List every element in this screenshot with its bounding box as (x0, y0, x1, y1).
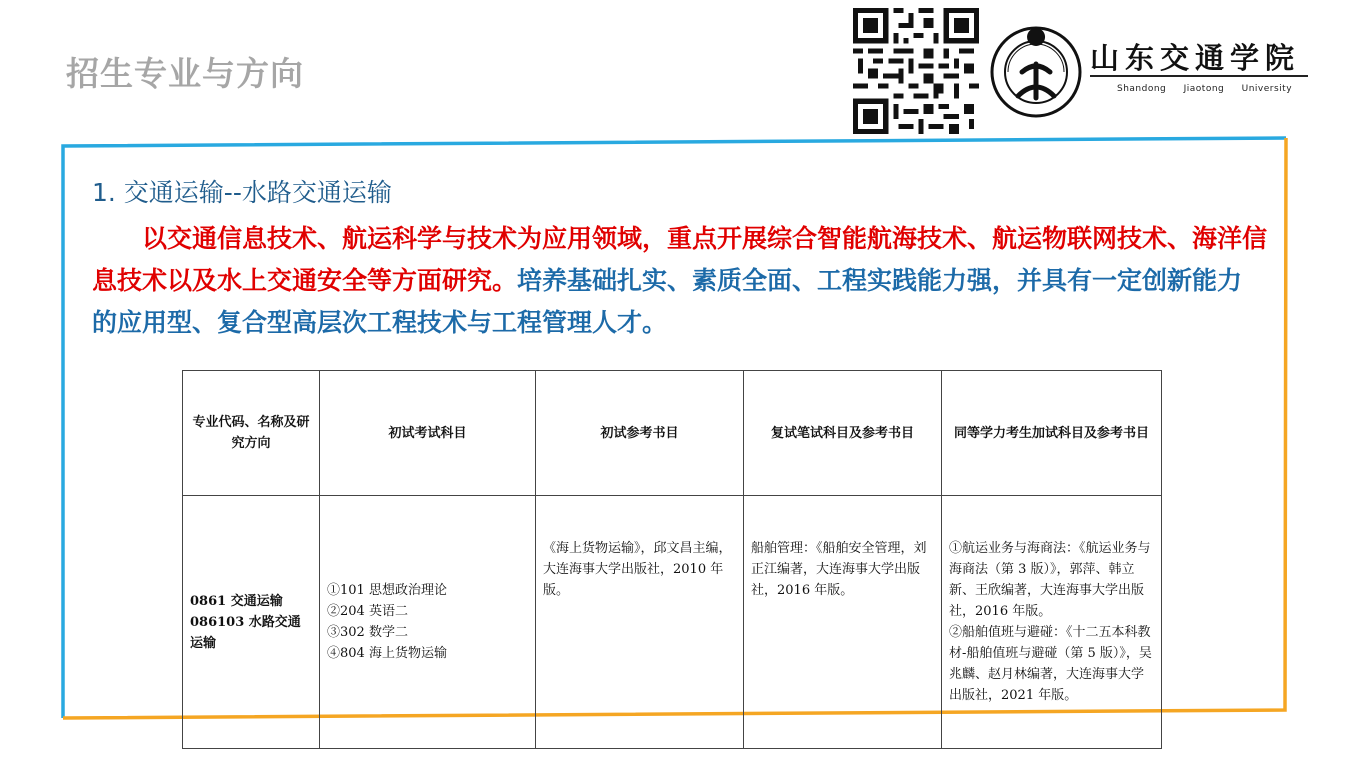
cell-retest: 船舶管理：《船舶安全管理，刘正江编著，大连海事大学出版社，2016 年版。 (744, 496, 942, 749)
table-header-row (183, 371, 1162, 496)
table-row (183, 496, 1162, 749)
section-heading: 1. 交通运输--水路交通运输 (92, 178, 392, 207)
cell-reference-books: 《海上货物运输》，邱文昌主编，大连海事大学出版社，2010 年版。 (536, 496, 744, 749)
header-major: 专业代码、名称及研究方向 (183, 371, 320, 496)
header-extra-exam: 同等学力考生加试科目及参考书目 (942, 371, 1162, 496)
research-focus-text: 以交通信息技术、航运科学与技术为应用领域，重点开展综合智能航海技术、航运物联网技术、海洋信息技术以及水上交通安全等方面研究。 (92, 224, 1268, 295)
page-title: 招生专业与方向 (66, 54, 304, 93)
list-item: ④804 海上货物运输 (327, 646, 447, 661)
training-goal-text: 培养基础扎实、素质全面、工程实践能力强，并具有一定创新能力的应用型、复合型高层次工程技术与工程管理人才。 (92, 266, 1243, 337)
list-item: ③302 数学二 (327, 625, 408, 640)
list-item: ②204 英语二 (327, 604, 408, 619)
logo-divider (1090, 75, 1308, 77)
major-code: 0861 交通运输 (190, 593, 283, 609)
university-name-en: Shandong Jiaotong University (1117, 84, 1293, 94)
admission-table (182, 370, 1162, 749)
university-seal-icon (990, 26, 1082, 118)
cell-extra-exam (942, 496, 1162, 749)
list-item: ②船舶值班与避碰：《十二五本科教材-船舶值班与避碰（第 5 版）》，吴兆麟、赵月林编著，大连海事大学出版社，2021 年版。 (949, 625, 1152, 703)
cell-exam-subjects (320, 496, 536, 749)
header-reference-books: 初试参考书目 (536, 371, 744, 496)
header-retest: 复试笔试科目及参考书目 (744, 371, 942, 496)
qr-code-icon (853, 8, 979, 134)
cell-major (183, 496, 320, 749)
direction-code: 086103 水路交通运输 (190, 614, 301, 651)
header-exam-subjects: 初试考试科目 (320, 371, 536, 496)
list-item: ①101 思想政治理论 (327, 583, 447, 598)
list-item: ①航运业务与海商法：《航运业务与海商法（第 3 版）》，郭萍、韩立新、王欣编著，大连海事大学出版社，2016 年版。 (949, 541, 1151, 619)
university-name-cn: 山东交通学院 (1090, 41, 1301, 75)
section-description (92, 218, 1267, 344)
